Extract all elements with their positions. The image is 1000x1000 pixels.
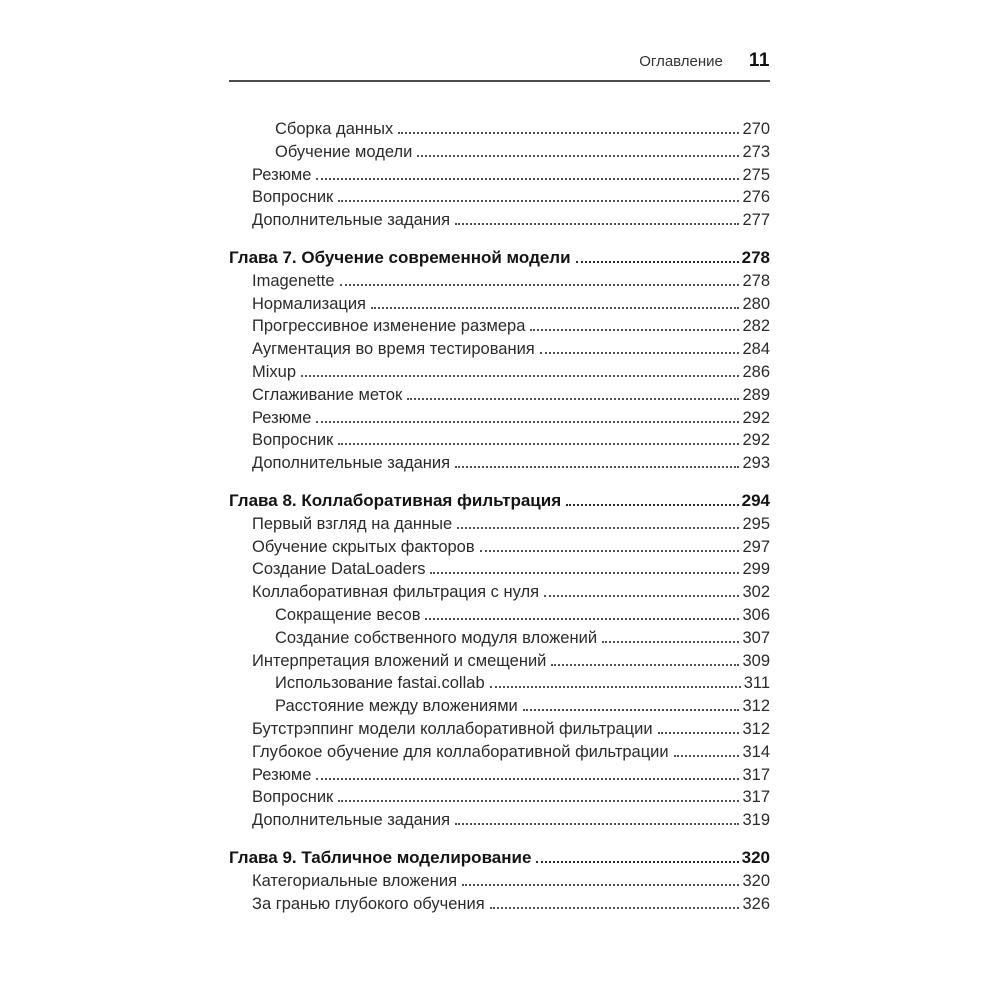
toc-entry-page-number: 307: [742, 628, 770, 647]
toc-entry-row: [229, 786, 770, 809]
toc-entry-page-number: 289: [742, 385, 770, 404]
dot-leader: [301, 372, 739, 377]
toc-entry-row: [229, 186, 770, 209]
toc-entry-page-number: 282: [742, 317, 770, 336]
toc-entry-row: [229, 407, 770, 430]
toc-entry-row: [229, 141, 770, 164]
toc-entry-title: За гранью глубокого обучения: [252, 894, 485, 913]
toc-entry-row: [229, 718, 770, 741]
toc-entry-row: [229, 558, 770, 581]
toc-entry-title: Расстояние между вложениями: [275, 697, 518, 716]
toc-entry-title: Создание собственного модуля вложений: [275, 628, 598, 647]
dot-leader: [417, 152, 739, 157]
toc-entry-title: Глава 7. Обучение современной модели: [229, 247, 571, 267]
dot-leader: [674, 752, 740, 757]
toc-entry-page-number: 280: [742, 294, 770, 313]
toc-entry-title: Использование fastai.collab: [275, 674, 485, 693]
page-header: [229, 50, 770, 82]
toc-entry-page-number: 302: [742, 583, 770, 602]
toc-entry-page-number: 294: [741, 490, 770, 510]
toc-entry-title: Imagenette: [252, 271, 335, 290]
toc-entry-title: Коллаборативная фильтрация с нуля: [252, 583, 540, 602]
toc-entry-title: Резюме: [252, 165, 312, 184]
toc-entry-title: Категориальные вложения: [252, 871, 458, 890]
toc-entry-title: Интерпретация вложений и смещений: [252, 651, 547, 670]
toc-entry-row: [229, 429, 770, 452]
dot-leader: [371, 304, 739, 309]
toc-entry-title: Глава 9. Табличное моделирование: [229, 847, 532, 867]
toc-entry-page-number: 278: [741, 247, 770, 267]
toc-list: [229, 118, 770, 915]
toc-entry-title: Аугментация во время тестирования: [252, 340, 535, 359]
dot-leader: [530, 326, 739, 331]
toc-entry-row: [229, 270, 770, 293]
toc-entry-row: [229, 764, 770, 787]
toc-chapter-row: [229, 490, 770, 513]
dot-leader: [338, 797, 739, 802]
toc-entry-title: Первый взгляд на данные: [252, 514, 453, 533]
dot-leader: [316, 175, 739, 180]
book-page: [229, 50, 770, 915]
page-number: 11: [748, 50, 770, 71]
dot-leader: [455, 220, 739, 225]
toc-entry-title: Глава 8. Коллаборативная фильтрация: [229, 490, 562, 510]
dot-leader: [551, 661, 739, 666]
toc-entry-title: Резюме: [252, 408, 312, 427]
toc-entry-row: [229, 695, 770, 718]
toc-entry-row: [229, 870, 770, 893]
toc-entry-title: Обучение модели: [275, 142, 413, 161]
toc-entry-title: Глубокое обучение для коллаборативной фильтрации: [252, 742, 669, 761]
toc-entry-page-number: 317: [742, 765, 770, 784]
toc-entry-page-number: 284: [742, 340, 770, 359]
toc-entry-row: [229, 315, 770, 338]
dot-leader: [425, 615, 739, 620]
dot-leader: [576, 258, 739, 263]
dot-leader: [490, 683, 741, 688]
toc-entry-row: [229, 361, 770, 384]
toc-entry-page-number: 277: [742, 211, 770, 230]
toc-entry-page-number: 292: [742, 408, 770, 427]
toc-entry-title: Нормализация: [252, 294, 366, 313]
dot-leader: [430, 569, 739, 574]
toc-entry-title: Прогрессивное изменение размера: [252, 317, 526, 336]
toc-entry-title: Вопросник: [252, 788, 334, 807]
toc-entry-page-number: 270: [742, 120, 770, 138]
dot-leader: [490, 904, 740, 909]
toc-entry-row: [229, 650, 770, 673]
toc-entry-page-number: 326: [742, 894, 770, 913]
toc-entry-row: [229, 384, 770, 407]
dot-leader: [658, 729, 740, 734]
toc-entry-title: Вопросник: [252, 188, 334, 207]
dot-leader: [523, 706, 740, 711]
dot-leader: [457, 524, 739, 529]
toc-entry-title: Дополнительные задания: [252, 811, 451, 830]
toc-entry-title: Обучение скрытых факторов: [252, 537, 475, 556]
toc-entry-row: [229, 536, 770, 559]
toc-entry-title: Сглаживание меток: [252, 385, 403, 404]
toc-entry-title: Сборка данных: [275, 120, 394, 138]
toc-entry-title: Mixup: [252, 362, 297, 381]
toc-entry-page-number: 293: [742, 454, 770, 473]
toc-entry-page-number: 317: [742, 788, 770, 807]
toc-entry-title: Резюме: [252, 765, 312, 784]
toc-entry-title: Дополнительные задания: [252, 211, 451, 230]
toc-entry-page-number: 312: [742, 719, 770, 738]
dot-leader: [338, 197, 739, 202]
toc-entry-row: [229, 338, 770, 361]
toc-entry-row: [229, 604, 770, 627]
toc-entry-row: [229, 513, 770, 536]
toc-entry-page-number: 297: [742, 537, 770, 556]
toc-entry-row: [229, 627, 770, 650]
dot-leader: [455, 463, 739, 468]
toc-entry-row: [229, 118, 770, 141]
toc-entry-row: [229, 672, 770, 695]
toc-entry-title: Бутстрэппинг модели коллаборативной фильтрации: [252, 719, 653, 738]
dot-leader: [566, 501, 739, 506]
dot-leader: [480, 547, 740, 552]
dot-leader: [536, 858, 738, 863]
toc-entry-page-number: 295: [742, 514, 770, 533]
toc-entry-row: [229, 164, 770, 187]
dot-leader: [338, 440, 739, 445]
toc-entry-page-number: 314: [742, 742, 770, 761]
toc-entry-page-number: 286: [742, 362, 770, 381]
toc-entry-page-number: 320: [741, 847, 770, 867]
toc-entry-title: Сокращение весов: [275, 605, 421, 624]
toc-entry-page-number: 309: [742, 651, 770, 670]
toc-entry-title: Дополнительные задания: [252, 454, 451, 473]
toc-entry-page-number: 319: [742, 811, 770, 830]
dot-leader: [455, 820, 739, 825]
toc-entry-row: [229, 209, 770, 232]
dot-leader: [316, 418, 739, 423]
toc-entry-page-number: 320: [742, 871, 770, 890]
toc-entry-row: [229, 581, 770, 604]
toc-entry-page-number: 276: [742, 188, 770, 207]
dot-leader: [544, 592, 739, 597]
dot-leader: [462, 881, 739, 886]
toc-entry-page-number: 299: [742, 560, 770, 579]
dot-leader: [340, 281, 740, 286]
toc-entry-title: Вопросник: [252, 431, 334, 450]
toc-entry-page-number: 278: [742, 271, 770, 290]
toc-entry-page-number: 311: [743, 674, 770, 693]
dot-leader: [540, 349, 740, 354]
dot-leader: [398, 129, 739, 134]
dot-leader: [316, 775, 739, 780]
toc-entry-row: [229, 893, 770, 916]
running-title: Оглавление: [639, 53, 723, 70]
toc-entry-page-number: 292: [742, 431, 770, 450]
toc-chapter-row: [229, 847, 770, 870]
toc-entry-page-number: 273: [742, 142, 770, 161]
toc-entry-row: [229, 741, 770, 764]
toc-chapter-row: [229, 247, 770, 270]
toc-entry-row: [229, 293, 770, 316]
dot-leader: [602, 638, 739, 643]
toc-entry-title: Создание DataLoaders: [252, 560, 426, 579]
dot-leader: [407, 395, 739, 400]
toc-entry-page-number: 312: [742, 697, 770, 716]
toc-entry-row: [229, 452, 770, 475]
toc-entry-row: [229, 809, 770, 832]
toc-entry-page-number: 306: [742, 605, 770, 624]
toc-entry-page-number: 275: [742, 165, 770, 184]
